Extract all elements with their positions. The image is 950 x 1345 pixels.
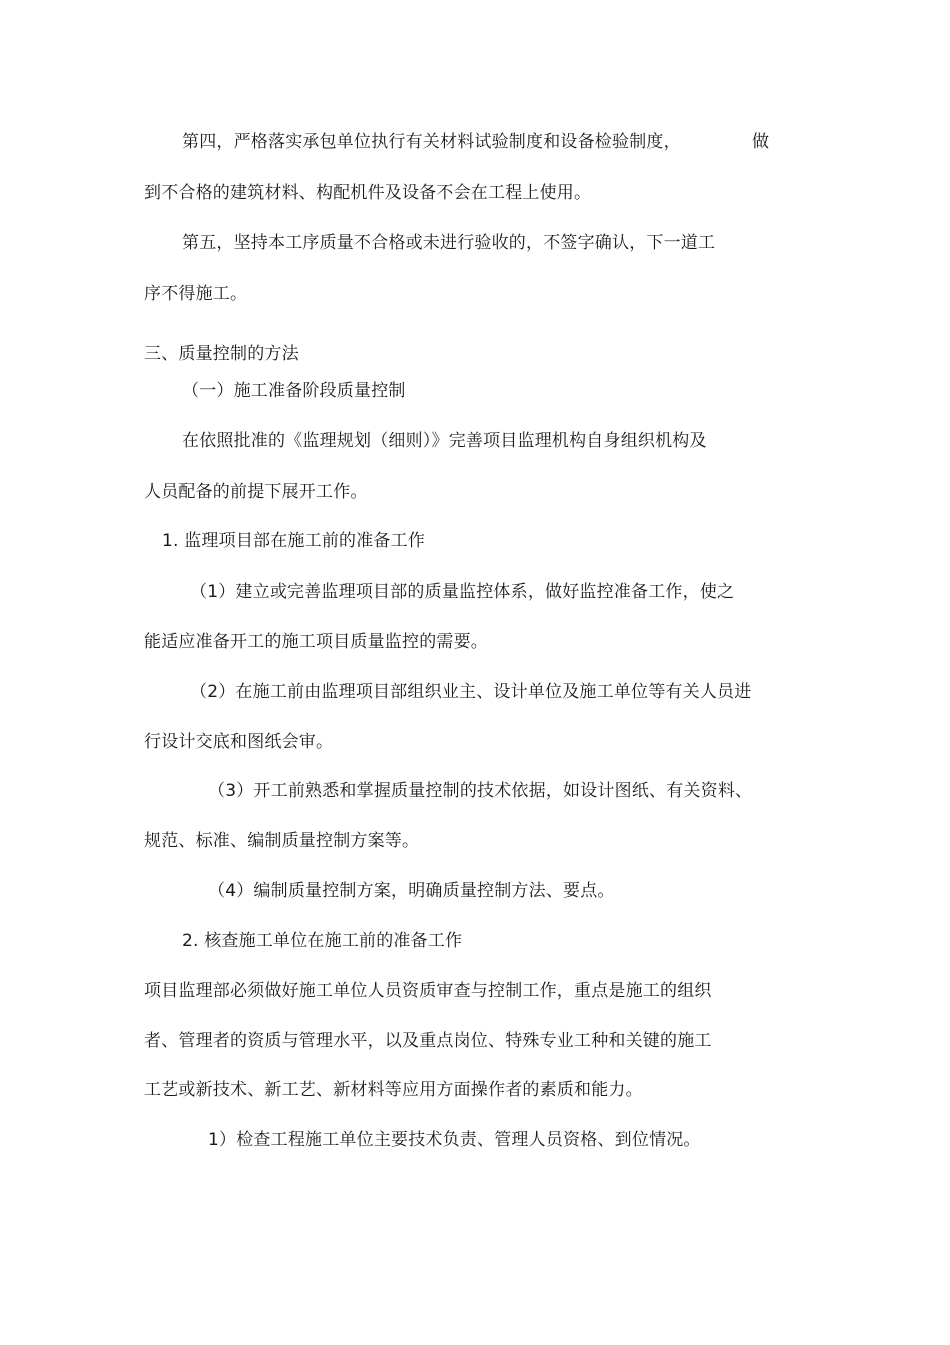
paragraph-6-line-1: 在依照批准的《监理规划（细则）》完善项目监理机构自身组织机构及 [182,431,707,451]
item-1-line-1: （1）建立或完善监理项目部的质量监控体系，做好监控准备工作，使之 [190,582,735,602]
subsection-heading-1: （一）施工准备阶段质量控制 [182,381,406,401]
heading-item-1: 1. 监理项目部在施工前的准备工作 [162,531,426,551]
item-2-line-1: （2）在施工前由监理项目部组织业主、设计单位及施工单位等有关人员进 [190,682,752,702]
item-1-line-2: 能适应准备开工的施工项目质量监控的需要。 [144,632,488,652]
paragraph-4-line-2: 到不合格的建筑材料、构配机件及设备不会在工程上使用。 [144,183,592,203]
paragraph-7-line-3: 工艺或新技术、新工艺、新材料等应用方面操作者的素质和能力。 [144,1080,643,1100]
paragraph-4-line-1-end: 做 [752,132,770,152]
paragraph-5-line-2: 序不得施工。 [144,284,248,304]
paragraph-7-line-1: 项目监理部必须做好施工单位人员资质审查与控制工作，重点是施工的组织 [144,981,712,1001]
section-heading-3: 三、质量控制的方法 [144,344,299,364]
item-3-line-2: 规范、标准、编制质量控制方案等。 [144,831,420,851]
paragraph-4-line-1: 第四，严格落实承包单位执行有关材料试验制度和设备检验制度， [182,132,681,152]
item-3-line-1: （3）开工前熟悉和掌握质量控制的技术依据，如设计图纸、有关资料、 [208,781,753,801]
paragraph-7-line-2: 者、管理者的资质与管理水平，以及重点岗位、特殊专业工种和关键的施工 [144,1031,712,1051]
check-item-1: 1）检查工程施工单位主要技术负责、管理人员资格、到位情况。 [208,1130,701,1150]
paragraph-5-line-1: 第五，坚持本工序质量不合格或未进行验收的，不签字确认，下一道工 [182,233,716,253]
item-2-line-2: 行设计交底和图纸会审。 [144,732,334,752]
item-4: （4）编制质量控制方案，明确质量控制方法、要点。 [208,881,615,901]
paragraph-6-line-2: 人员配备的前提下展开工作。 [144,482,368,502]
heading-item-2: 2. 核查施工单位在施工前的准备工作 [182,931,463,951]
